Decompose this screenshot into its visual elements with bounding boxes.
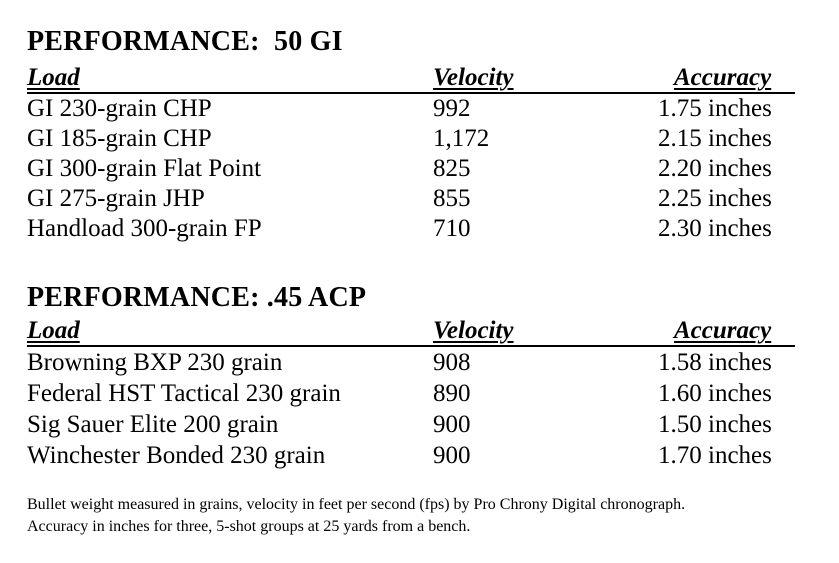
column-header-velocity: Velocity: [433, 317, 514, 344]
velocity-cell: 855: [433, 185, 471, 212]
section-title-50gi: PERFORMANCE: 50 GI: [27, 26, 343, 57]
load-cell: Sig Sauer Elite 200 grain: [27, 411, 279, 438]
footnote-line-2: Accuracy in inches for three, 5-shot groups at 25 yards from a bench.: [27, 518, 471, 535]
section-title-45acp: PERFORMANCE: .45 ACP: [27, 282, 367, 313]
accuracy-cell: 2.30 inches: [658, 215, 772, 242]
velocity-cell: 1,172: [433, 125, 490, 152]
footnote: [27, 494, 802, 538]
footnote-line-1: Bullet weight measured in grains, velocity in feet per second (fps) by Pro Chrony Digital chronograph.: [27, 496, 686, 513]
accuracy-cell: 1.75 inches: [658, 95, 772, 122]
velocity-cell: 825: [433, 155, 471, 182]
load-cell: Winchester Bonded 230 grain: [27, 442, 326, 469]
column-header-velocity: Velocity: [433, 64, 514, 91]
accuracy-cell: 2.15 inches: [658, 125, 772, 152]
table-row: [27, 409, 795, 440]
accuracy-cell: 1.70 inches: [658, 442, 772, 469]
column-header-load: Load: [27, 317, 80, 344]
table-row: [27, 347, 795, 378]
table-row: [27, 184, 795, 214]
performance-table-45acp: [27, 317, 795, 471]
load-cell: GI 230-grain CHP: [27, 95, 212, 122]
table-row: [27, 94, 795, 124]
load-cell: GI 300-grain Flat Point: [27, 155, 262, 182]
velocity-cell: 890: [433, 380, 471, 407]
accuracy-cell: 2.20 inches: [658, 155, 772, 182]
column-header-accuracy: Accuracy: [674, 64, 772, 91]
column-header-load: Load: [27, 64, 80, 91]
table-row: [27, 378, 795, 409]
velocity-cell: 908: [433, 349, 471, 376]
accuracy-cell: 2.25 inches: [658, 185, 772, 212]
velocity-cell: 900: [433, 442, 471, 469]
accuracy-cell: 1.60 inches: [658, 380, 772, 407]
velocity-cell: 900: [433, 411, 471, 438]
load-cell: Handload 300-grain FP: [27, 215, 262, 242]
load-cell: Federal HST Tactical 230 grain: [27, 380, 341, 407]
accuracy-cell: 1.50 inches: [658, 411, 772, 438]
velocity-cell: 710: [433, 215, 471, 242]
table-row: [27, 124, 795, 154]
table-header-row: [27, 64, 795, 94]
table-row: [27, 440, 795, 471]
load-cell: Browning BXP 230 grain: [27, 349, 283, 376]
table-row: [27, 214, 795, 244]
accuracy-cell: 1.58 inches: [658, 349, 772, 376]
column-header-accuracy: Accuracy: [674, 317, 772, 344]
table-header-row: [27, 317, 795, 347]
load-cell: GI 275-grain JHP: [27, 185, 205, 212]
performance-table-50gi: [27, 64, 795, 244]
load-cell: GI 185-grain CHP: [27, 125, 212, 152]
velocity-cell: 992: [433, 95, 471, 122]
table-row: [27, 154, 795, 184]
